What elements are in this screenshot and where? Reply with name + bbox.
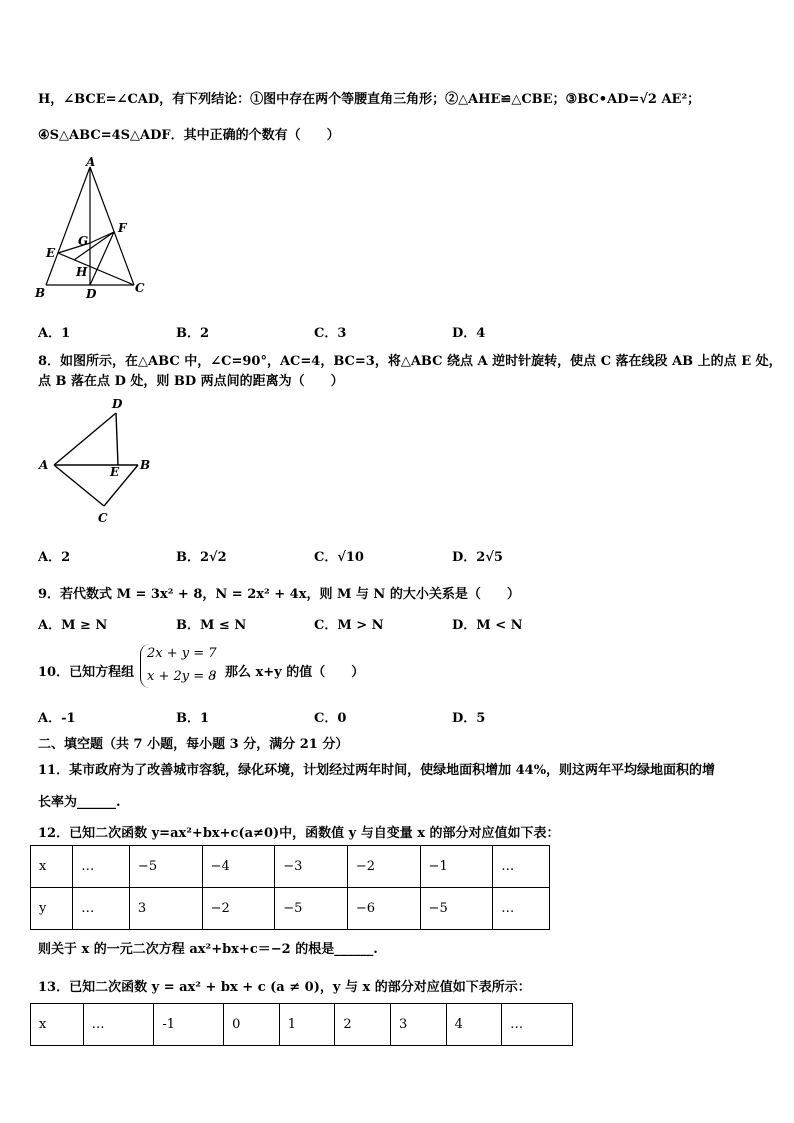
q7-label-F: F xyxy=(118,221,127,235)
q10-suffix: ，那么 x+y 的值（ ） xyxy=(212,665,365,680)
q9-options xyxy=(38,614,598,632)
q8-figure xyxy=(34,393,164,528)
q8-text-line1: 8．如图所示，在△ABC 中，∠C=90°，AC=4，BC=3，将△ABC 绕点 A 逆时针旋转，使点 C 落在线段 AB 上的点 E 处， xyxy=(38,354,782,369)
table-cell: −2 xyxy=(347,846,420,888)
table-cell: … xyxy=(493,846,550,888)
q7-label-H: H xyxy=(76,265,88,279)
q8-text-line2: 点 B 落在点 D 处，则 BD 两点间的距离为（ ） xyxy=(38,374,344,389)
q10-equation-2: x + 2y = 8 xyxy=(147,669,217,684)
q8-label-A: A xyxy=(39,458,49,472)
q7-label-C: C xyxy=(135,281,145,295)
q7-text-line2: ④S△ABC=4S△ADF．其中正确的个数有（ ） xyxy=(38,128,340,143)
q7-text-line1: H，∠BCE=∠CAD，有下列结论：①图中存在两个等腰直角三角形；②△AHE≌△CBE；③BC•AD=√2 AE²； xyxy=(38,92,701,107)
q9-option-d[interactable]: D．M < N xyxy=(452,618,523,633)
q7-option-c[interactable]: C．3 xyxy=(314,326,347,341)
q7-option-a[interactable]: A．1 xyxy=(38,326,71,341)
table-cell: −6 xyxy=(347,888,420,930)
table-cell: 4 xyxy=(446,1004,502,1046)
q11-text-line1: 11．某市政府为了改善城市容貌，绿化环境，计划经过两年时间，使绿地面积增加 44%，则这两年平均绿地面积的增 xyxy=(38,763,716,778)
table-cell: 3 xyxy=(129,888,202,930)
q10-options xyxy=(38,707,598,725)
table-cell: -1 xyxy=(154,1004,224,1046)
table-cell: y xyxy=(31,888,73,930)
table-cell: −5 xyxy=(129,846,202,888)
q8-label-C: C xyxy=(98,511,108,525)
q9-text: 9．若代数式 M = 3x² + 8，N = 2x² + 4x，则 M 与 N 的大小关系是（ ） xyxy=(38,587,520,602)
q9-option-a[interactable]: A．M ≥ N xyxy=(38,618,108,633)
table-cell: … xyxy=(83,1004,154,1046)
q13-table xyxy=(30,1003,573,1046)
table-cell: 2 xyxy=(335,1004,391,1046)
table-row xyxy=(31,888,550,930)
q11-text-line2: 长率为______. xyxy=(38,795,121,810)
q10-option-d[interactable]: D．5 xyxy=(452,711,486,726)
table-cell: … xyxy=(502,1004,573,1046)
q7-options xyxy=(38,322,598,340)
q10-option-b[interactable]: B．1 xyxy=(176,711,210,726)
q7-option-d[interactable]: D．4 xyxy=(452,326,486,341)
q7-label-A: A xyxy=(86,155,96,169)
q8-option-c[interactable]: C．√10 xyxy=(314,550,364,565)
q7-label-G: G xyxy=(78,234,89,248)
q8-option-d[interactable]: D．2√5 xyxy=(452,550,503,565)
table-cell: … xyxy=(73,846,130,888)
q7-label-D: D xyxy=(86,287,97,301)
q12-table xyxy=(30,845,550,930)
q13-text: 13．已知二次函数 y = ax² + bx + c (a ≠ 0)，y 与 x 的部分对应值如下表所示： xyxy=(38,980,531,995)
q12-followup: 则关于 x 的一元二次方程 ax²+bx+c＝−2 的根是______. xyxy=(38,942,378,957)
table-cell: −2 xyxy=(202,888,275,930)
q7-label-E: E xyxy=(46,246,56,260)
q8-label-E: E xyxy=(110,465,120,479)
q10-equation-1: 2x + y = 7 xyxy=(147,646,217,661)
table-cell: x xyxy=(31,1004,84,1046)
table-cell: … xyxy=(73,888,130,930)
table-cell: 0 xyxy=(224,1004,280,1046)
table-cell: … xyxy=(493,888,550,930)
table-cell: −5 xyxy=(420,888,493,930)
q9-option-b[interactable]: B．M ≤ N xyxy=(176,618,247,633)
q9-option-c[interactable]: C．M > N xyxy=(314,618,384,633)
q7-label-B: B xyxy=(35,286,46,300)
table-row xyxy=(31,846,550,888)
q8-label-B: B xyxy=(140,458,151,472)
q8-options xyxy=(38,546,598,564)
table-row xyxy=(31,1004,573,1046)
q10-option-c[interactable]: C．0 xyxy=(314,711,347,726)
table-cell: −4 xyxy=(202,846,275,888)
table-cell: x xyxy=(31,846,73,888)
table-cell: 3 xyxy=(390,1004,446,1046)
q8-option-a[interactable]: A．2 xyxy=(38,550,71,565)
q10-option-a[interactable]: A．-1 xyxy=(38,711,76,726)
table-cell: 1 xyxy=(279,1004,335,1046)
q7-option-b[interactable]: B．2 xyxy=(176,326,210,341)
table-cell: −3 xyxy=(275,846,348,888)
q7-figure xyxy=(34,155,154,305)
q12-text: 12．已知二次函数 y=ax²+bx+c(a≠0)中，函数值 y 与自变量 x 的部分对应值如下表： xyxy=(38,826,560,841)
section-2-heading: 二、填空题（共 7 小题，每小题 3 分，满分 21 分） xyxy=(38,737,349,752)
table-cell: −1 xyxy=(420,846,493,888)
q10-prefix: 10．已知方程组 xyxy=(38,665,135,680)
q8-option-b[interactable]: B．2√2 xyxy=(176,550,227,565)
q8-label-D: D xyxy=(112,397,123,411)
table-cell: −5 xyxy=(275,888,348,930)
q10-equation-system xyxy=(140,644,217,688)
